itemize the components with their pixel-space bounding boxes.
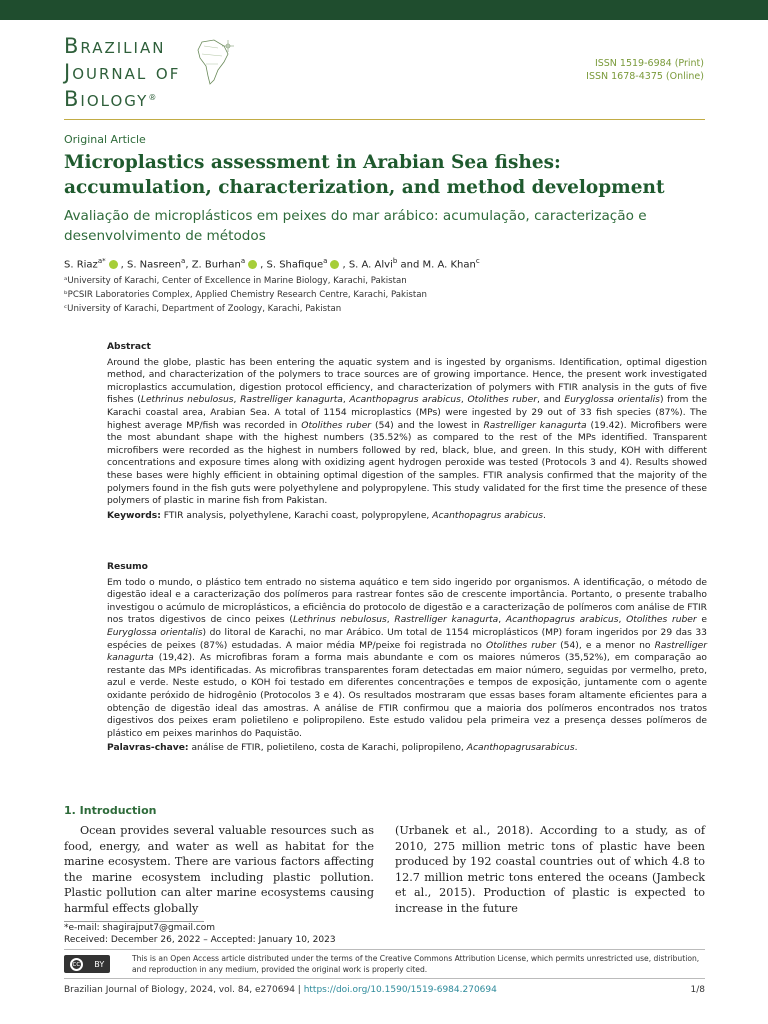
intro-left-column: Ocean provides several valuable resources such as food, energy, and water as well as habitat for the marine ecosystem. There are various factors affecting the marine ecosystem including plastic pollution. Plastic pollution can alter marine ecosystems causing harmful effects globally [64,824,374,915]
keywords-label: Keywords: [107,510,161,521]
affiliation-c: ᶜUniversity of Karachi, Department of Zoology, Karachi, Pakistan [64,304,342,314]
author-name: S. Shafique [266,259,324,271]
cc-icon: cc [70,958,83,971]
affiliation-a: ᵃUniversity of Karachi, Center of Excellence in Marine Biology, Karachi, Pakistan [64,276,407,286]
author-list: S. Riaz$^{a*}$ , S. Nasreen$^a$, Z. Burhan$^a$ , S. Shafique$^a$ , S. A. Alvi$^b$ and M. A. Khan$^c$ [64,257,480,271]
bottom-divider [64,978,705,979]
abstract-text: Around the globe, plastic has been entering the aquatic system and is ingested by organisms. Identification, optimal digestion method, and characterization of the polymers to trace sources are of growing importance. Hence, the present work investigated microplastics accumulation, digestion protocol efficiency, and characterization of polymers with FTIR analysis in the guts of five fishes (Lethrinus nebulosus, Rastrelliger kanagurta, Acanthopagrus arabicus, Otolithes ruber, and Euryglossa orientalis) from the Karachi coastal area, Arabian Sea. A total of 1154 microplastics (MPs) were ingested by 29 out of 33 fish species (87%). The highest average MP/fish was recorded in Otolithes ruber (54) and the lowest in Rastrelliger kanagurta (19.42). Microfibers were the most abundant shape with the highest numbers (35.52%) as compared to the rest of the MPs identified. Transparent microfibers were recorded as the highest in numbers followed by red, black, blue, and green. In this study, KOH with different concentrations and exposure times along with oxidizing agent hydrogen peroxide was tested (Protocols 3 and 4). Results showed these bases were highly efficient in obtaining optimal digestion of the samples. FTIR analysis confirmed that the majority of the polymers found in the fish guts were polyethylene and polypropylene. This study validated for the first time the presence of these polymers of plastic in marine fish from Pakistan. [107,357,707,507]
resumo-section [107,561,707,755]
keywords-list: FTIR analysis, polyethylene, Karachi coast, polypropylene, Acanthopagrus arabicus. [163,510,546,521]
south-america-map-icon [184,34,240,90]
orcid-icon[interactable] [248,260,257,269]
author-name: M. A. Khan [422,259,476,271]
abstract-keywords [107,510,707,523]
license-block [64,955,705,977]
doi-link[interactable]: https://doi.org/10.1590/1519-6984.270694 [303,985,497,995]
footnote-divider [64,921,204,922]
abstract-heading: Abstract [107,342,151,352]
issn-block [586,57,704,83]
logo-line-3: Biology [64,87,149,111]
logo-line-2: Journal of [64,60,181,84]
affiliation-b: ᵇPCSIR Laboratories Complex, Applied Chemistry Research Centre, Karachi, Pakistan [64,290,427,300]
author-name: S. A. Alvi [348,259,393,271]
resumo-text: Em todo o mundo, o plástico tem entrado no sistema aquático e tem sido ingerido por organismos. A identificação, o método de digestão ideal e a caracterização dos polímeros para rastrear fontes são de crescente importância. Portanto, o presente trabalho investigou o acúmulo de microplásticos, a eficiência do protocolo de digestão e a caracterização de polímeros com análise de FTIR nos tratos digestivos de cinco peixes (Lethrinus nebulosus, Rastrelliger kanagurta, Acanthopagrus arabicus, Otolithes ruber e Euryglossa orientalis) do litoral de Karachi, no mar Arábico. Um total de 1154 microplásticos (MP) foram ingeridos por 29 das 33 espécies de peixes (87%) estudadas. A maior média MP/peixe foi registrada no Otolithes ruber (54), e a menor no Rastrelliger kanagurta (19,42). As microfibras foram a forma mais abundante e com os maiores números (35,52%), em comparação ao restante das MPs identificadas. As microfibras transparentes foram detectadas em maior número, seguidas por vermelho, preto, azul e verde. Neste estudo, o KOH foi testado em diferentes concentrações e tempos de exposição, juntamente com o agente oxidante peróxido de hidrogênio (Protocolos 3 e 4). Os resultados mostraram que essas bases foram altamente eficientes para a obtenção de digestão ideal das amostras. A análise de FTIR confirmou que a maioria dos polímeros encontrados nos tratos digestivos dos peixes eram polietileno e polipropileno. Este estudo validou pela primeira vez a presença desses polímeros de plástico em peixes marinhos do Paquistão. [107,577,707,739]
by-label: BY [94,959,105,969]
author-name: S. Riaz [64,259,98,271]
article-type: Original Article [64,133,146,146]
author-affiliation-mark: a* [97,257,106,265]
license-text: This is an Open Access article distributed under the terms of the Creative Commons Attribution License, which permits unrestricted use, distribution, and reproduction in any medium, provided the original work is properly cited. [132,954,700,974]
footer-separator: | [294,985,304,995]
orcid-icon[interactable] [109,260,118,269]
author-affiliation-mark: a [240,257,246,265]
cc-by-badge[interactable] [64,955,110,973]
author-name: S. Nasreen [126,259,182,271]
journal-logo [64,34,180,113]
logo-line-1: Brazilian [64,34,166,58]
resumo-heading: Resumo [107,562,148,572]
logo-registered-mark: ® [148,93,159,102]
palavras-chave-list: análise de FTIR, polietileno, costa de Karachi, polipropileno, Acanthopagrusarabicus. [191,743,578,754]
resumo-keywords [107,742,707,755]
page-number: 1/8 [690,985,705,995]
article-subtitle: Avaliação de microplásticos em peixes do mar arábico: acumulação, caracterização e desenvolvimento de métodos [64,208,647,244]
palavras-chave-label: Palavras-chave: [107,743,189,754]
abstract-section [107,341,707,522]
license-divider [64,949,705,950]
author-name: Z. Burhan [191,259,241,271]
issn-online: ISSN 1678-4375 (Online) [586,71,704,82]
article-title: Microplastics assessment in Arabian Sea fishes: accumulation, characterization, and method development [64,152,665,198]
top-bar [0,0,768,20]
author-affiliation-mark: a [323,257,328,265]
issn-print: ISSN 1519-6984 (Print) [594,58,704,69]
header-divider [64,119,705,120]
author-affiliation-mark: a [181,257,186,265]
author-affiliation-mark: c [475,257,480,265]
citation: Brazilian Journal of Biology, 2024, vol. 84, e270694 [64,985,295,995]
page-footer [64,985,705,995]
orcid-icon[interactable] [330,260,339,269]
received-accepted-dates: Received: December 26, 2022 – Accepted: January 10, 2023 [64,935,336,945]
author-affiliation-mark: b [392,257,398,265]
introduction-heading: 1. Introduction [64,804,157,817]
intro-right-column: (Urbanek et al., 2018). According to a study, as of 2010, 275 million metric tons of plastic have been produced by 192 coastal countries out of which 4.8 to 12.7 million metric tons entered the oceans (Jambeck et al., 2015). Production of plastic is expected to increase in the future [395,824,705,915]
corresponding-email: *e-mail: shagirajput7@gmail.com [64,923,216,933]
